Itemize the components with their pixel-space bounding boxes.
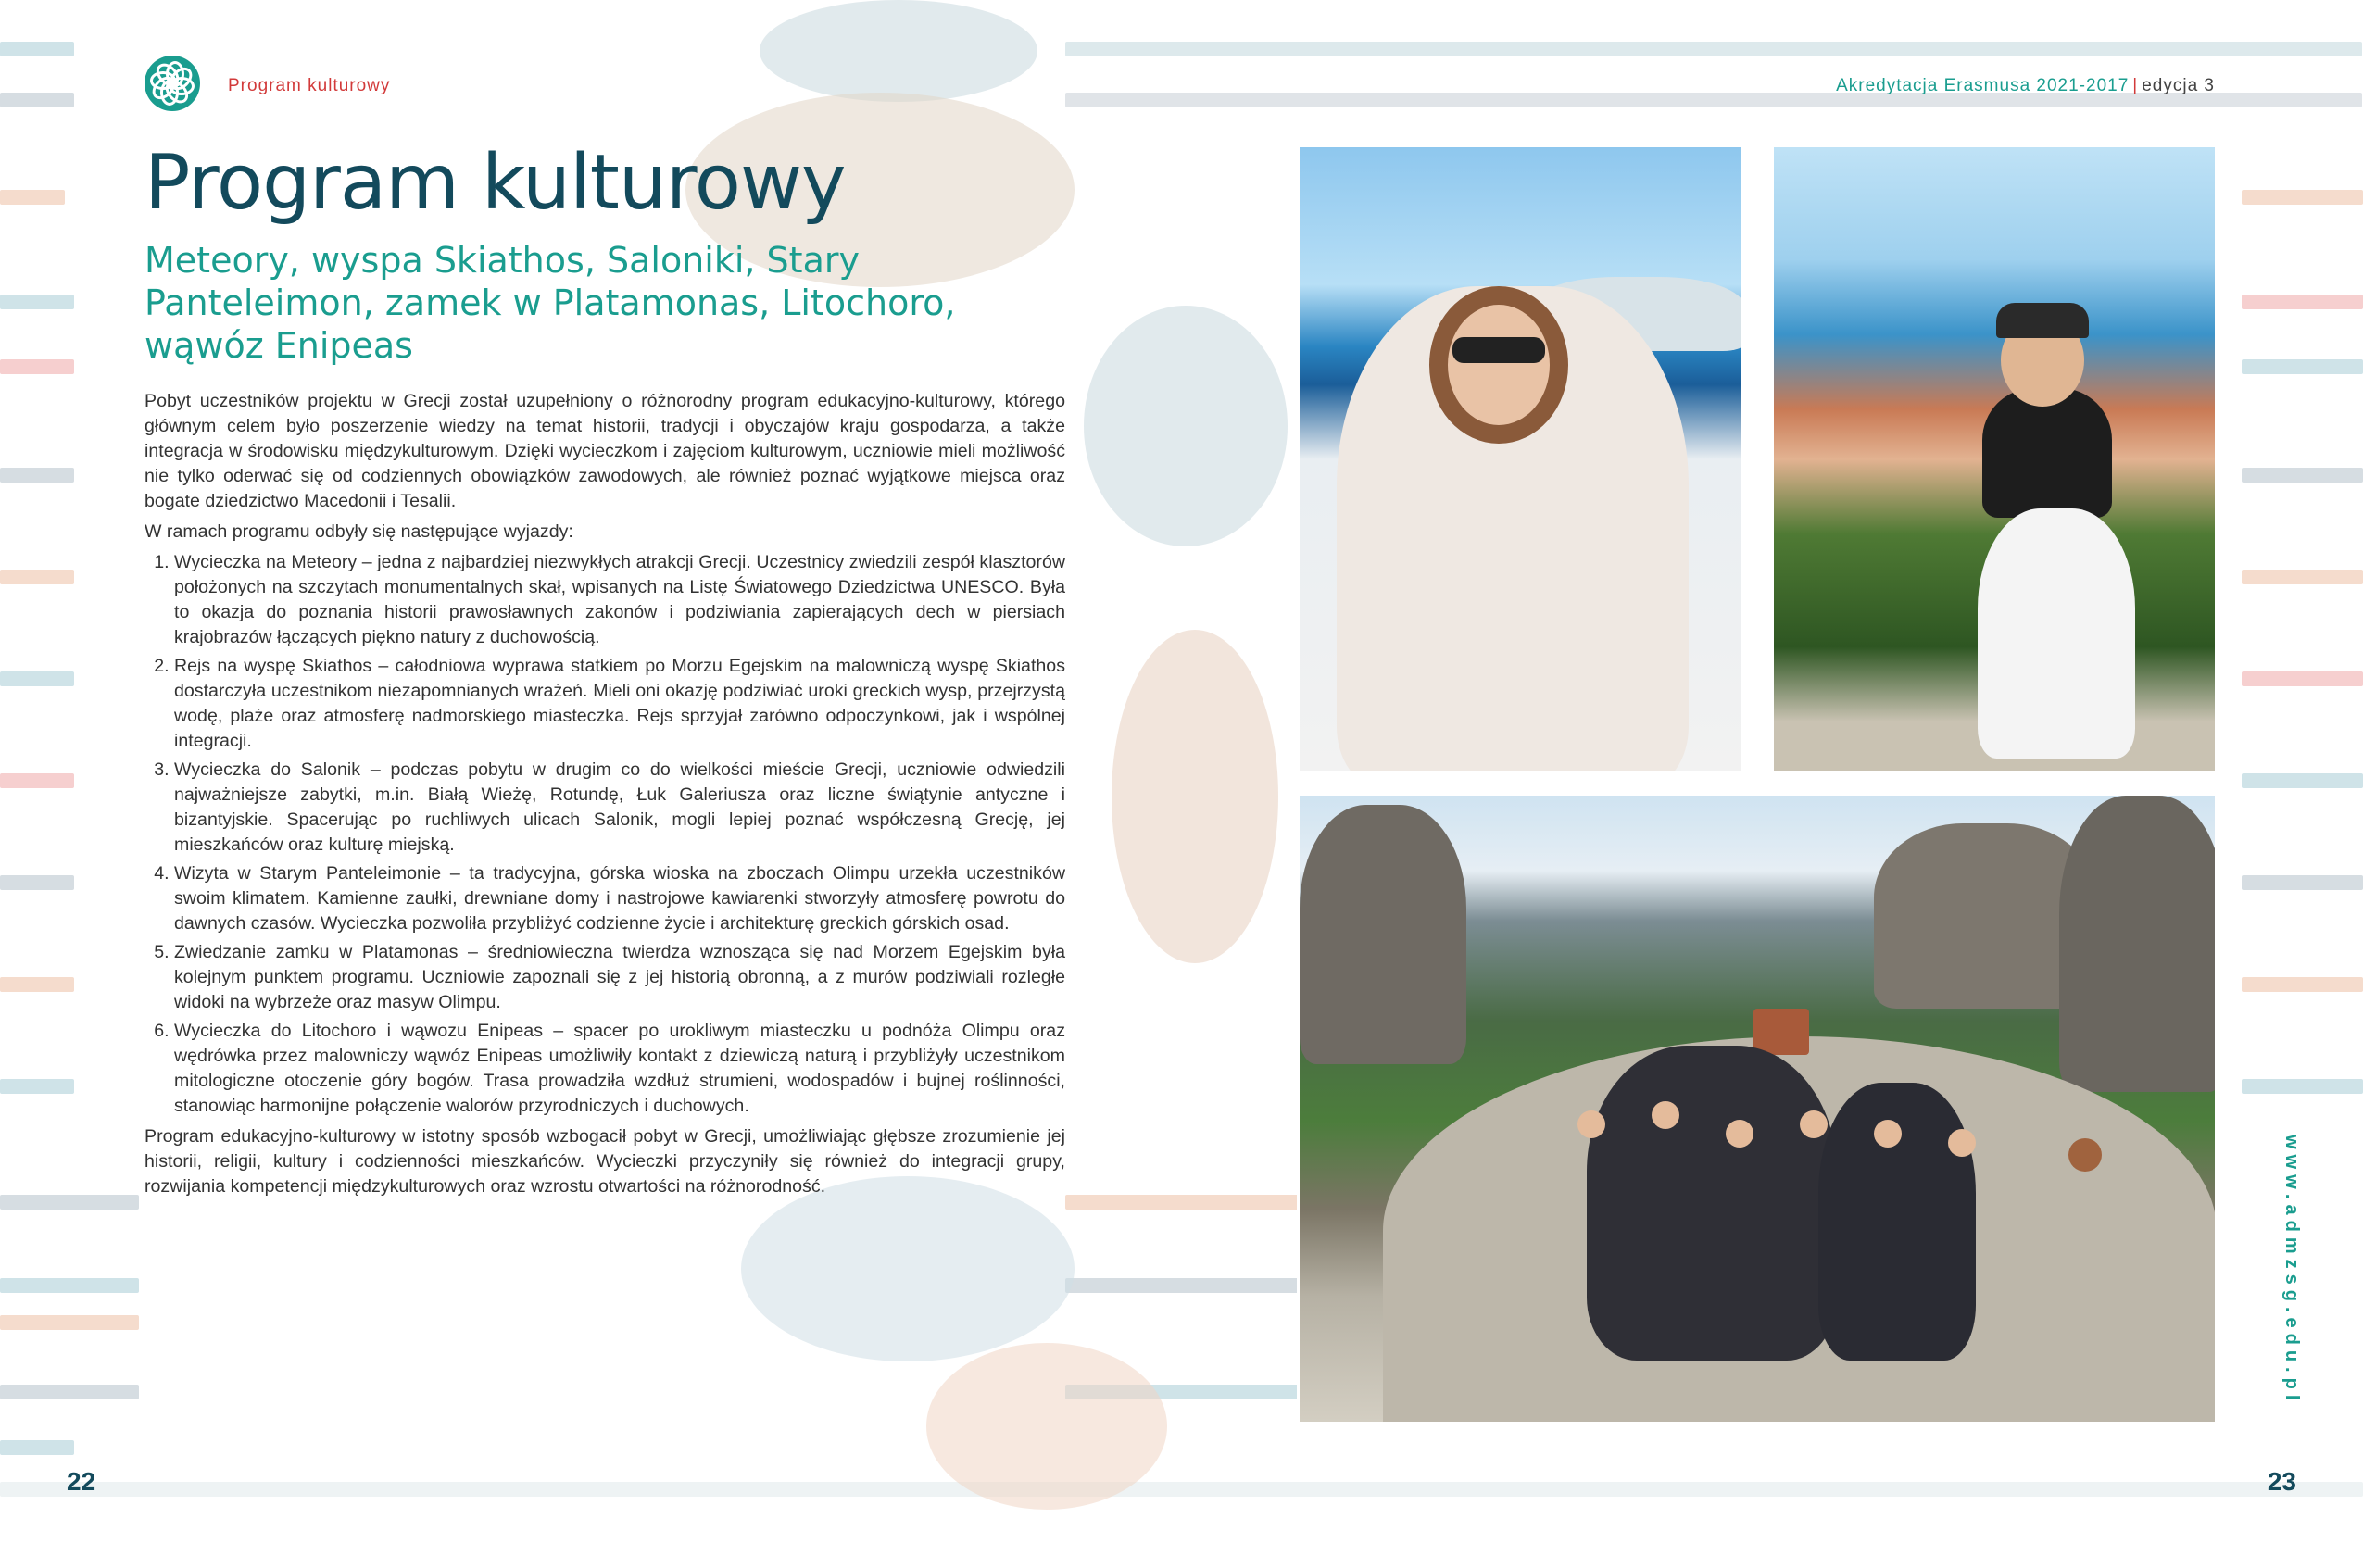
photo-boy-skiathos [1771, 144, 2218, 774]
trip-item-panteleimon: 4. Wizyta w Starym Panteleimonie – ta tradycyjna, górska wioska na zboczach Olimpu urzekła uczestników swoim klimatem. Kamienne zaułki, drewniane domy i nastrojowe kawiarenki stworzyły atmosferę powrotu do dawnych czasów. Wycieczka pozwoliła przybliżyć codzienne życie i architekturę greckich górskich osad. [174, 861, 1065, 936]
trip-item-meteora: 1. Wycieczka na Meteory – jedna z najbardziej niezwykłych atrakcji Grecji. Uczestnicy zwiedzili zespół klasztorów położonych na szczytach monumentalnych skał, wpisanych na Listę Światowego Dziedzictwa UNESCO. Była to okazja do poznania historii prawosławnych zakonów i podziwiania zapierających dech w piersiach krajobrazów łączących piękno natury z duchowością. [174, 550, 1065, 650]
school-logo-icon [145, 56, 200, 111]
page-title: Program kulturowy [145, 139, 846, 227]
running-header [1836, 76, 2215, 96]
trip-item-thessaloniki: 3. Wycieczka do Salonik – podczas pobytu w drugim co do wielkości mieście Grecji, uczniowie odwiedzili najważniejsze zabytki, m.in. Białą Wieżę, Rotundę, Łuk Galeriusza oraz liczne świątynie antyczne i bizantyjskie. Spacerując po ruchliwych ulicach Salonik, mogli lepiej poznać współczesną Grecję, jej mieszkańców oraz kulturę miejską. [174, 758, 1065, 858]
website-url[interactable]: www.admzsg.edu.pl [2281, 1135, 2302, 1406]
edition-text: edycja 3 [2142, 76, 2215, 95]
accreditation-text: Akredytacja Erasmusa 2021-2017 [1836, 76, 2130, 95]
section-label: Program kulturowy [228, 76, 391, 95]
photo-girl-on-ship [1297, 144, 1743, 774]
photo-group-meteora [1297, 793, 2218, 1424]
list-intro: W ramach programu odbyły się następujące wyjazdy: [145, 521, 573, 542]
trip-item-skiathos: 2. Rejs na wyspę Skiathos – całodniowa wyprawa statkiem po Morzu Egejskim na malowniczą wyspę Skiathos dostarczyła uczestnikom niezapomnianych wrażeń. Mieli oni okazję podziwiać uroki greckich wysp, przejrzystą wodę, plaże oraz atmosferę nadmorskiego miasteczka. Rejs sprzyjał zarówno odpoczynkowi, jak i wspólnej integracji. [174, 654, 1065, 754]
page-number-right: 23 [2267, 1467, 2296, 1496]
trip-item-platamonas: 5. Zwiedzanie zamku w Platamonas – średniowieczna twierdza wznosząca się nad Morzem Egejskim była kolejnym punktem programu. Uczniowie zapoznali się z jej historią obronną, a z murów podziwiali rozległe widoki na wybrzeże oraz masyw Olimpu. [174, 940, 1065, 1015]
trip-item-litochoro: 6. Wycieczka do Litochoro i wąwozu Enipeas – spacer po urokliwym miasteczku u podnóża Olimpu oraz wędrówka przez malowniczy wąwóz Enipeas umożliwiły kontakt z dziewiczą naturą i przybliżyły uczestnikom mitologiczne otoczenie góry bogów. Trasa prowadziła wzdłuż strumieni, wodospadów i bujnej roślinności, stanowiąc harmonijne połączenie walorów przyrodniczych i duchowych. [174, 1019, 1065, 1119]
intro-paragraph: Pobyt uczestników projektu w Grecji został uzupełniony o różnorodny program edukacyjno-kulturowy, którego głównym celem było poszerzenie wiedzy na temat historii, tradycji i obyczajów kraju gospodarza, a także integracja w środowisku międzykulturowym. Dzięki wycieczkom i zajęciom kulturowym, uczniowie mieli możliwość nie tylko oderwać się od codziennych obowiązków zawodowych, ale również poznać wyjątkowe miejsca oraz bogate dziedzictwo Macedonii i Tesalii. [145, 391, 1065, 511]
trip-list [145, 550, 1065, 1119]
article-body [145, 389, 1065, 1205]
page-subtitle: Meteory, wyspa Skiathos, Saloniki, Stary Panteleimon, zamek w Platamonas, Litochoro, wąwóz Enipeas [145, 240, 956, 366]
page-number-left: 22 [67, 1467, 96, 1496]
summary-paragraph: Program edukacyjno-kulturowy w istotny sposób wzbogacił pobyt w Grecji, umożliwiając głębsze zrozumienie jej historii, religii, kultury i codzienności mieszkańców. Wycieczki przyczyniły się również do integracji grupy, rozwijania kompetencji międzykulturowych oraz wzrostu otwartości na różnorodność. [145, 1126, 1065, 1197]
header-separator: | [2132, 76, 2139, 95]
